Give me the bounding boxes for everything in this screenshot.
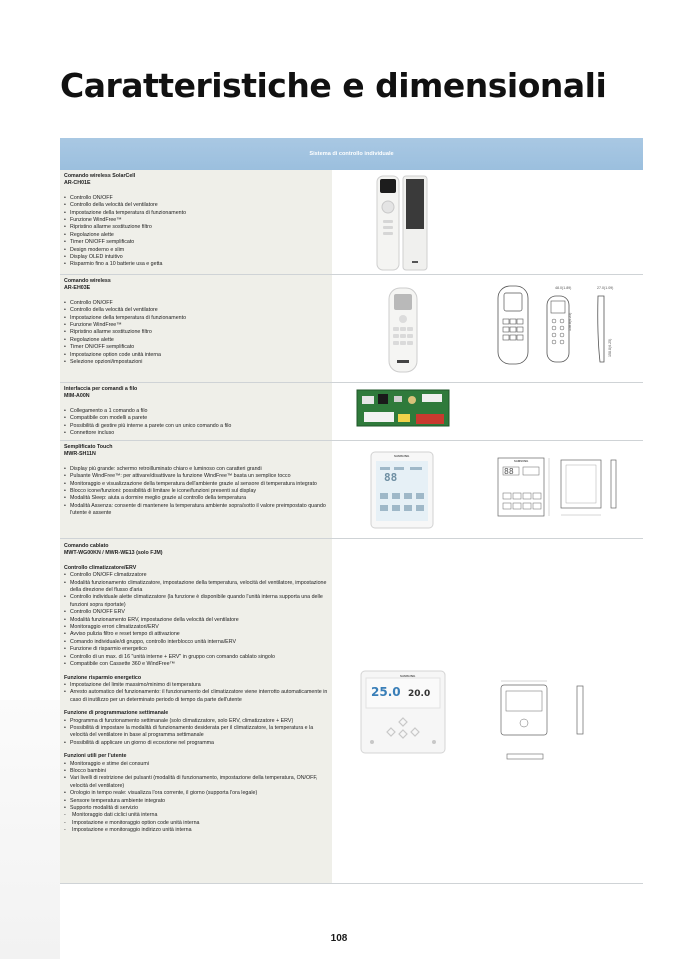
list-item: • Modalità Sleep: aiuta a dormire meglio grazie al controllo della temperatura [64,495,328,502]
feature-list [64,195,328,269]
brand-logo: SAMSUNG [394,454,410,458]
product-model: MWR-SH11N [64,451,96,458]
row-image [332,539,643,883]
interface-board-image [356,388,450,428]
table-row [60,441,643,539]
list-item: • Possibilità di applicare un giorno di eccezione nel programma [64,740,328,747]
feature-list [64,682,328,704]
brand-logo: SAMSUNG [514,459,529,463]
product-name: Interfaccia per comandi a filo [64,386,138,392]
list-item: • Controllo della velocità del ventilatore [64,307,328,314]
list-item: • Controllo ON/OFF ERV [64,609,328,616]
product-name: Comando wireless SolarCell [64,173,136,179]
product-name: Comando cablato [64,543,109,549]
list-item: • Controllo ON/OFF [64,300,328,307]
list-item: • Controllo ON/OFF climatizzatore [64,572,328,579]
row-image [332,275,643,382]
dimension-label: 48.0(1.89) [555,286,572,290]
wired-controller-drawing-front [500,679,554,739]
list-item: • Controllo individuale alette climatizzatore (la funzione è disponibile quando l'unità interna supporta una delle funzioni sopra riportate) [64,594,328,609]
list-item: • Arresto automatico del funzionamento: il funzionamento del climatizzatore viene interrotto automaticamente in caso di inutilizzo per un determinato periodo di tempo da parte dell'utente [64,689,328,704]
wired-controller-image [360,670,446,754]
dimension-label: 158.8(6.25) [608,338,612,357]
list-item: • Controllo di un max. di 16 "unità interne + ERV" in gruppo con comando cablato singolo [64,654,328,661]
dimension-label: 158.8(6.25) [568,312,572,331]
display-temperature: 88 [384,471,398,484]
list-item: • Comando individuale/di gruppo, controllo interblocco unità interna/ERV [64,639,328,646]
wireless-remote-drawing-side [594,295,608,363]
list-item: • Timer ON/OFF semplificato [64,344,328,351]
list-item: • Timer ON/OFF semplificato [64,239,328,246]
list-item: • Selezione opzioni/impostazioni [64,359,328,366]
display-temperature: 25.0 [371,685,401,699]
spec-table [60,138,643,884]
display-temperature: 20.0 [408,689,431,699]
list-item: • Avviso pulizia filtro e reset tempo di attivazione [64,631,328,638]
table-row [60,275,643,383]
section-heading: Controllo climatizzatore/ERV [64,564,137,571]
list-item: • Possibilità di impostare la modalità di funzionamento desiderata per il climatizzatore, la temperatura e la velocità del ventilatore in base al programma settimanale [64,725,328,740]
product-model: AR-CH01E [64,180,91,187]
solarcell-remote-image [376,175,432,271]
table-row [60,170,643,275]
page-number: 108 [330,933,348,944]
page-background-fade [0,700,60,959]
feature-list [64,300,328,367]
row-image [332,170,643,274]
list-item: • Monitoraggio e stime dei consumi [64,761,328,768]
row-image [332,441,643,538]
section-heading: Funzione risparmio energetico [64,674,142,681]
list-item: • Funzione WindFree™ [64,217,328,224]
wireless-remote-drawing-front [497,285,533,367]
list-item: - Impostazione e monitoraggio option code unità interna [64,820,328,827]
list-item: • Connettore incluso [64,430,328,437]
row-image [332,383,643,440]
page-title: Caratteristiche e dimensionali [60,66,607,105]
list-item: • Risparmio fino a 10 batterie usa e getta [64,261,328,268]
feature-sublist [64,812,328,834]
list-item: • Programma di funzionamento settimanale (solo climatizzatore, solo ERV, climatizzatore + ERV) [64,718,328,725]
table-header [60,138,643,170]
product-model: AR-EH03E [64,285,91,292]
feature-list [64,572,328,668]
list-item: • Ripristino allarme sostituzione filtro [64,329,328,336]
list-item: • Compatibile con Cassette 360 e WindFree™ [64,661,328,668]
list-item: • Collegamento a 1 comando a filo [64,408,328,415]
list-item: • Monitoraggio errori climatizzatori/ERV [64,624,328,631]
feature-list [64,761,328,813]
list-item: • Display OLED intuitivo [64,254,328,261]
list-item: • Blocco icone/funzioni: possibilità di limitare le icone/funzioni presenti sul display [64,488,328,495]
list-item: • Controllo ON/OFF [64,195,328,202]
touch-controller-drawing-back [560,459,606,521]
list-item: - Monitoraggio dati ciclici unità interna [64,812,328,819]
list-item: • Display più grande: schermo retroilluminato chiaro e luminoso con caratteri grandi [64,466,328,473]
list-item: • Impostazione del limite massimo/minimo di temperatura [64,682,328,689]
list-item: • Impostazione della temperatura di funzionamento [64,210,328,217]
list-item: • Supporto modalità di servizio [64,805,328,812]
wireless-remote-image [388,287,418,373]
dimension-label: 27.0(1.09) [597,286,614,290]
list-item: • Possibilità di gestire più interne a parete con un unico comando a filo [64,423,328,430]
list-item: • Regolazione alette [64,337,328,344]
list-item: • Modalità Assenza: consente di mantenere la temperatura ambiente sopra/sotto il valore preimpostato quando l'utente è assente [64,503,328,518]
row-text [60,383,332,440]
list-item: • Ripristino allarme sostituzione filtro [64,224,328,231]
table-header-label: Sistema di controllo individuale [309,151,394,157]
row-text [60,441,332,538]
list-item: • Funzione di risparmio energetico [64,646,328,653]
wired-controller-drawing-bottom [506,752,550,762]
list-item: • Blocco bambini [64,768,328,775]
list-item: • Vari livelli di restrizione dei pulsanti (modalità di funzionamento, impostazione della temperatura, ON/OFF, velocità del ventilatore) [64,775,328,790]
row-text [60,539,332,883]
list-item: • Impostazione option code unità interna [64,352,328,359]
row-text [60,170,332,274]
touch-controller-image [370,451,434,529]
list-item: • Pulsante WindFree™: per attivare/disattivare la funzione WindFree™ basta un semplice tocco [64,473,328,480]
list-item: • Orologio in tempo reale: visualizza l'ora corrente, il giorno (supporta l'ora legale) [64,790,328,797]
list-item: • Modalità funzionamento ERV, impostazione della velocità del ventilatore [64,617,328,624]
list-item: • Controllo della velocità del ventilatore [64,202,328,209]
product-name: Semplificato Touch [64,444,113,450]
display-temperature: 88 [504,467,514,476]
wired-controller-drawing-side [575,685,587,737]
list-item: - Impostazione e monitoraggio indirizzo unità interna [64,827,328,834]
section-heading: Funzione di programmazione settimanale [64,710,169,717]
list-item: • Funzione WindFree™ [64,322,328,329]
brand-logo: SAMSUNG [400,674,416,678]
list-item: • Modalità funzionamento climatizzatore, impostazione della temperatura, velocità del ventilatore, impostazione della direzione del flusso d'aria [64,580,328,595]
table-row [60,539,643,884]
list-item: • Monitoraggio e visualizzazione della temperatura dell'ambiente grazie al sensore di temperatura integrato [64,481,328,488]
list-item: • Impostazione della temperatura di funzionamento [64,315,328,322]
row-text [60,275,332,382]
list-item: • Design moderno e slim [64,247,328,254]
list-item: • Compatibile con modelli a parete [64,415,328,422]
table-row [60,383,643,441]
list-item: • Regolazione alette [64,232,328,239]
feature-list [64,718,328,748]
section-heading: Funzioni utili per l'utente [64,753,127,760]
product-model: MWT-WG00KN / MWR-WE13 (solo FJM) [64,550,163,557]
feature-list [64,466,328,518]
touch-controller-drawing-side [610,459,618,509]
product-model: MIM-A00N [64,393,90,400]
feature-list [64,408,328,438]
list-item: • Sensore temperatura ambiente integrato [64,798,328,805]
product-name: Comando wireless [64,278,111,284]
